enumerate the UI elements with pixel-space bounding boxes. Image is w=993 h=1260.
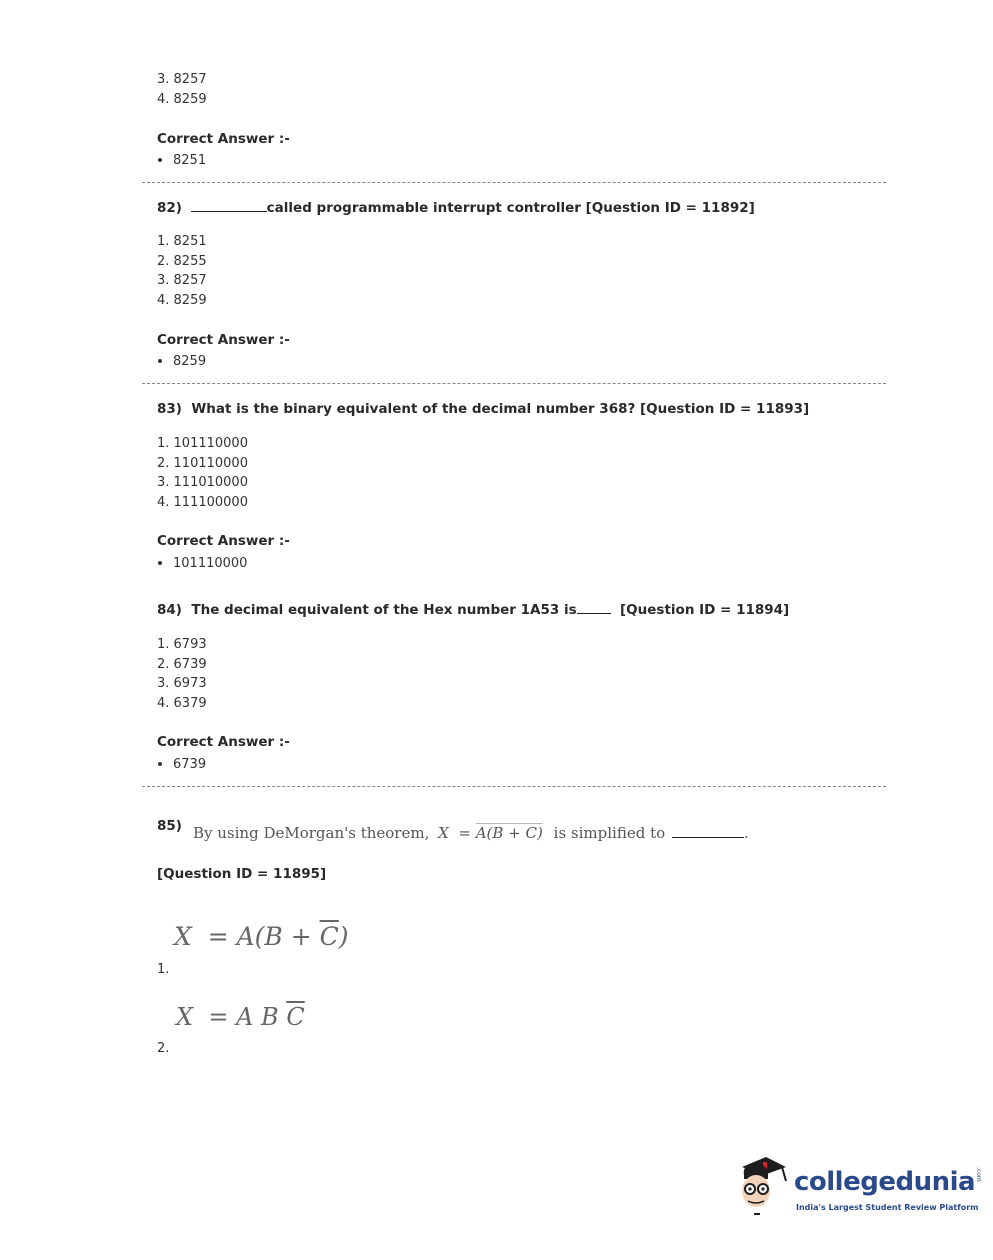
q83-question [157,401,809,417]
q84-options [157,635,207,713]
q83-option-2: 2. 110110000 [157,455,248,471]
q83-option-4: 4. 111100000 [157,494,248,510]
q82-question [157,200,755,216]
q83-options [157,434,248,512]
q81-correct-answer-value: 8251 [173,153,207,168]
q82-option-2: 2. 8255 [157,253,207,269]
q81-option-3: 3. 8257 [157,72,207,87]
bullet-icon [158,561,162,565]
q85-number: 85) [157,818,182,834]
q85-text-before: By using DeMorgan's theorem, [193,824,430,842]
q85-option-2-formula: X = A B $\overline{C}$ [176,1003,305,1031]
bullet-icon [158,762,162,766]
q84-correct-answer-heading: Correct Answer :- [157,734,290,750]
q85-option-2-label: 2. [157,1041,170,1056]
q82-text: called programmable interrupt controller [Question ID = 11892] [266,200,755,216]
q83-option-1: 1. 101110000 [157,436,248,451]
q81-correct-answer [158,153,206,168]
q83-correct-answer [158,556,247,571]
brand-suffix: .com [975,1167,983,1182]
q84-option-1: 1. 6793 [157,637,207,652]
q84-question-id: [Question ID = 11894] [620,602,790,618]
q84-blank [577,612,611,614]
q84-number: 84) [157,602,182,618]
separator [142,182,886,183]
q82-number: 82) [157,200,182,216]
separator [142,383,886,384]
q82-option-4: 4. 8259 [157,292,207,308]
q81-option-4: 4. 8259 [157,91,207,107]
q82-blank [191,210,267,212]
brand-tagline: India's Largest Student Review Platform [796,1203,979,1212]
q84-text: The decimal equivalent of the Hex number 1A53 is [191,602,577,618]
q85-text-after: is simplified to [553,824,666,842]
separator [142,786,886,787]
q83-correct-answer-value: 101110000 [173,556,248,571]
q85-blank [672,836,744,838]
q84-option-2: 2. 6739 [157,656,207,672]
q84-option-3: 3. 6973 [157,676,207,692]
bullet-icon [158,158,162,162]
q83-number: 83) [157,401,182,417]
q81-correct-answer-heading: Correct Answer :- [157,131,290,147]
q83-option-3: 3. 111010000 [157,475,248,491]
q85-question-text: By using DeMorgan's theorem, X = A(B + C) is simplified to . [193,824,749,842]
q82-correct-answer [158,354,206,369]
q82-option-1: 1. 8251 [157,234,207,249]
q84-option-4: 4. 6379 [157,695,207,711]
collegedunia-logo [794,1167,982,1197]
q84-question [157,602,789,618]
collegedunia-mascot-icon [736,1153,796,1223]
q82-correct-answer-value: 8259 [173,354,207,369]
q84-correct-answer-value: 6739 [173,757,207,772]
q82-option-3: 3. 8257 [157,273,207,289]
q81-options [157,70,207,109]
brand-name: collegedunia [794,1167,976,1197]
q83-correct-answer-heading: Correct Answer :- [157,533,290,549]
q85-option-1-formula: $X = A(B + \overline{C})$ [174,922,349,951]
q83-text: What is the binary equivalent of the decimal number 368? [Question ID = 11893] [191,401,810,417]
q82-options [157,232,207,310]
q85-question-id: [Question ID = 11895] [157,866,327,882]
q84-correct-answer [158,757,206,772]
q85-formula: X = A(B + C) [438,824,543,842]
bullet-icon [158,359,162,363]
q82-correct-answer-heading: Correct Answer :- [157,332,290,348]
q85-option-1-label: 1. [157,962,170,977]
